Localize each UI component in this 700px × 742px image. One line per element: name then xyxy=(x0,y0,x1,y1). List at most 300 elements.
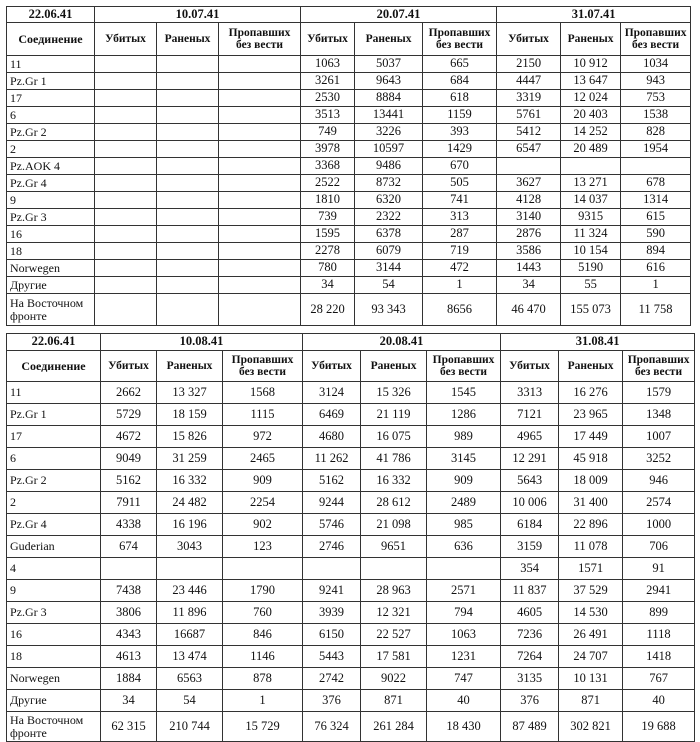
cell-value: 5443 xyxy=(303,646,361,668)
cell-value: 14 037 xyxy=(561,192,621,209)
cell-value: 34 xyxy=(497,277,561,294)
cell-value: 9315 xyxy=(561,209,621,226)
total-value: 155 073 xyxy=(561,294,621,326)
cell-value: 17 449 xyxy=(559,426,623,448)
total-value: 62 315 xyxy=(101,712,157,742)
cell-value: 989 xyxy=(427,426,501,448)
cell-value: 23 965 xyxy=(559,404,623,426)
cell-value: 894 xyxy=(621,243,691,260)
cell-value: 6150 xyxy=(303,624,361,646)
cell-value: 55 xyxy=(561,277,621,294)
unit-name: Pz.Gr 2 xyxy=(7,470,101,492)
cell-value: 1538 xyxy=(621,107,691,124)
cell-value: 2150 xyxy=(497,56,561,73)
cell-value: 287 xyxy=(423,226,497,243)
losses-table-august xyxy=(6,333,695,742)
cell-value xyxy=(95,243,157,260)
cell-value: 618 xyxy=(423,90,497,107)
cell-value xyxy=(219,209,301,226)
cell-value: 2574 xyxy=(623,492,695,514)
cell-value xyxy=(157,90,219,107)
unit-name: 17 xyxy=(7,426,101,448)
unit-name: Pz.AOK 4 xyxy=(7,158,95,175)
cell-value: 472 xyxy=(423,260,497,277)
cell-value: 5037 xyxy=(355,56,423,73)
cell-value: 34 xyxy=(301,277,355,294)
cell-value: 2662 xyxy=(101,382,157,404)
unit-name: 18 xyxy=(7,646,101,668)
cell-value: 91 xyxy=(623,558,695,580)
cell-value: 1115 xyxy=(223,404,303,426)
cell-value: 505 xyxy=(423,175,497,192)
cell-value: 972 xyxy=(223,426,303,448)
cell-value xyxy=(219,124,301,141)
total-value: 87 489 xyxy=(501,712,559,742)
cell-value: 3226 xyxy=(355,124,423,141)
table-row xyxy=(7,90,691,107)
cell-value xyxy=(561,158,621,175)
total-value: 261 284 xyxy=(361,712,427,742)
unit-column-header: Соединение xyxy=(7,351,101,382)
cell-value: 7264 xyxy=(501,646,559,668)
cell-value: 31 400 xyxy=(559,492,623,514)
cell-value: 747 xyxy=(427,668,501,690)
cell-value: 14 252 xyxy=(561,124,621,141)
cell-value: 11 078 xyxy=(559,536,623,558)
cell-value: 678 xyxy=(621,175,691,192)
cell-value: 10 154 xyxy=(561,243,621,260)
cell-value xyxy=(95,226,157,243)
cell-value: 4338 xyxy=(101,514,157,536)
table-row xyxy=(7,448,695,470)
cell-value: 5746 xyxy=(303,514,361,536)
cell-value: 24 707 xyxy=(559,646,623,668)
cell-value: 3043 xyxy=(157,536,223,558)
cell-value: 1007 xyxy=(623,426,695,448)
cell-value: 3368 xyxy=(301,158,355,175)
cell-value: 18 009 xyxy=(559,470,623,492)
cell-value: 2571 xyxy=(427,580,501,602)
cell-value: 1034 xyxy=(621,56,691,73)
cell-value xyxy=(95,124,157,141)
cell-value: 5729 xyxy=(101,404,157,426)
cell-value: 3939 xyxy=(303,602,361,624)
cell-value: 6563 xyxy=(157,668,223,690)
unit-name: 2 xyxy=(7,492,101,514)
cell-value: 40 xyxy=(427,690,501,712)
cell-value xyxy=(219,90,301,107)
group-date: 31.07.41 xyxy=(497,7,691,23)
missing-header: Пропавших без вести xyxy=(423,23,497,56)
cell-value xyxy=(157,209,219,226)
cell-value: 16 276 xyxy=(559,382,623,404)
total-value: 8656 xyxy=(423,294,497,326)
cell-value: 1810 xyxy=(301,192,355,209)
missing-header: Пропавших без вести xyxy=(427,351,501,382)
cell-value: 706 xyxy=(623,536,695,558)
cell-value: 760 xyxy=(223,602,303,624)
cell-value: 871 xyxy=(361,690,427,712)
cell-value xyxy=(219,243,301,260)
cell-value: 123 xyxy=(223,536,303,558)
cell-value: 6547 xyxy=(497,141,561,158)
cell-value: 7236 xyxy=(501,624,559,646)
cell-value: 15 826 xyxy=(157,426,223,448)
cell-value: 13 271 xyxy=(561,175,621,192)
wounded-header: Раненых xyxy=(561,23,621,56)
cell-value: 3252 xyxy=(623,448,695,470)
cell-value: 10597 xyxy=(355,141,423,158)
group-date: 20.07.41 xyxy=(301,7,497,23)
cell-value xyxy=(95,158,157,175)
cell-value: 719 xyxy=(423,243,497,260)
cell-value: 13 474 xyxy=(157,646,223,668)
cell-value: 3145 xyxy=(427,448,501,470)
cell-value: 37 529 xyxy=(559,580,623,602)
table-row xyxy=(7,470,695,492)
cell-value: 3261 xyxy=(301,73,355,90)
cell-value: 899 xyxy=(623,602,695,624)
cell-value: 1286 xyxy=(427,404,501,426)
cell-value: 9244 xyxy=(303,492,361,514)
total-value: 18 430 xyxy=(427,712,501,742)
unit-name: Pz.Gr 3 xyxy=(7,209,95,226)
cell-value: 4613 xyxy=(101,646,157,668)
total-row xyxy=(7,712,695,742)
cell-value: 1063 xyxy=(301,56,355,73)
cell-value: 4680 xyxy=(303,426,361,448)
killed-header: Убитых xyxy=(497,23,561,56)
cell-value: 22 527 xyxy=(361,624,427,646)
cell-value xyxy=(219,107,301,124)
table-row xyxy=(7,158,691,175)
cell-value: 1314 xyxy=(621,192,691,209)
date-start: 22.06.41 xyxy=(7,334,101,351)
cell-value: 946 xyxy=(623,470,695,492)
cell-value: 794 xyxy=(427,602,501,624)
table-row xyxy=(7,492,695,514)
cell-value: 2530 xyxy=(301,90,355,107)
cell-value: 2742 xyxy=(303,668,361,690)
cell-value xyxy=(219,141,301,158)
table-row xyxy=(7,243,691,260)
cell-value: 7911 xyxy=(101,492,157,514)
total-value xyxy=(95,294,157,326)
unit-name: Pz.Gr 3 xyxy=(7,602,101,624)
cell-value: 5190 xyxy=(561,260,621,277)
cell-value: 16 332 xyxy=(361,470,427,492)
cell-value: 12 291 xyxy=(501,448,559,470)
unit-name: 4 xyxy=(7,558,101,580)
cell-value xyxy=(497,158,561,175)
cell-value: 354 xyxy=(501,558,559,580)
unit-name: 17 xyxy=(7,90,95,107)
wounded-header: Раненых xyxy=(355,23,423,56)
cell-value: 1954 xyxy=(621,141,691,158)
cell-value: 14 530 xyxy=(559,602,623,624)
cell-value: 3124 xyxy=(303,382,361,404)
unit-name: 16 xyxy=(7,226,95,243)
cell-value: 4672 xyxy=(101,426,157,448)
cell-value xyxy=(223,558,303,580)
table-row xyxy=(7,426,695,448)
killed-header: Убитых xyxy=(301,23,355,56)
cell-value: 1 xyxy=(223,690,303,712)
cell-value: 376 xyxy=(303,690,361,712)
wounded-header: Раненых xyxy=(559,351,623,382)
total-value: 46 470 xyxy=(497,294,561,326)
cell-value: 24 482 xyxy=(157,492,223,514)
table-row xyxy=(7,175,691,192)
cell-value xyxy=(157,158,219,175)
cell-value: 13441 xyxy=(355,107,423,124)
cell-value: 878 xyxy=(223,668,303,690)
table-row xyxy=(7,404,695,426)
cell-value: 12 024 xyxy=(561,90,621,107)
missing-header: Пропавших без вести xyxy=(621,23,691,56)
cell-value: 767 xyxy=(623,668,695,690)
cell-value: 11 324 xyxy=(561,226,621,243)
cell-value: 6184 xyxy=(501,514,559,536)
cell-value: 1429 xyxy=(423,141,497,158)
cell-value: 670 xyxy=(423,158,497,175)
table-row xyxy=(7,514,695,536)
cell-value: 10 131 xyxy=(559,668,623,690)
cell-value: 3627 xyxy=(497,175,561,192)
cell-value xyxy=(427,558,501,580)
cell-value: 9241 xyxy=(303,580,361,602)
total-value xyxy=(157,294,219,326)
missing-header: Пропавших без вести xyxy=(223,351,303,382)
cell-value: 1348 xyxy=(623,404,695,426)
killed-header: Убитых xyxy=(101,351,157,382)
cell-value: 7438 xyxy=(101,580,157,602)
cell-value: 1571 xyxy=(559,558,623,580)
unit-name: Pz.Gr 4 xyxy=(7,514,101,536)
group-date: 31.08.41 xyxy=(501,334,695,351)
cell-value: 902 xyxy=(223,514,303,536)
cell-value xyxy=(219,260,301,277)
cell-value: 4965 xyxy=(501,426,559,448)
cell-value xyxy=(157,192,219,209)
unit-name: Pz.Gr 1 xyxy=(7,73,95,90)
table-row xyxy=(7,668,695,690)
cell-value: 1579 xyxy=(623,382,695,404)
cell-value: 4343 xyxy=(101,624,157,646)
cell-value: 18 159 xyxy=(157,404,223,426)
cell-value: 11 896 xyxy=(157,602,223,624)
cell-value: 2876 xyxy=(497,226,561,243)
cell-value: 2746 xyxy=(303,536,361,558)
cell-value: 31 259 xyxy=(157,448,223,470)
cell-value: 15 326 xyxy=(361,382,427,404)
unit-column-header: Соединение xyxy=(7,23,95,56)
cell-value: 2322 xyxy=(355,209,423,226)
cell-value xyxy=(157,141,219,158)
total-value: 15 729 xyxy=(223,712,303,742)
group-date: 10.08.41 xyxy=(101,334,303,351)
cell-value: 11 837 xyxy=(501,580,559,602)
cell-value: 9049 xyxy=(101,448,157,470)
table-row xyxy=(7,277,691,294)
cell-value: 590 xyxy=(621,226,691,243)
cell-value xyxy=(157,558,223,580)
group-date: 20.08.41 xyxy=(303,334,501,351)
table-row xyxy=(7,107,691,124)
cell-value xyxy=(95,192,157,209)
cell-value: 684 xyxy=(423,73,497,90)
cell-value xyxy=(157,56,219,73)
cell-value: 1443 xyxy=(497,260,561,277)
killed-header: Убитых xyxy=(501,351,559,382)
table-row xyxy=(7,260,691,277)
cell-value: 10 912 xyxy=(561,56,621,73)
cell-value: 2941 xyxy=(623,580,695,602)
unit-name: Norwegen xyxy=(7,260,95,277)
wounded-header: Раненых xyxy=(361,351,427,382)
cell-value: 7121 xyxy=(501,404,559,426)
cell-value: 12 321 xyxy=(361,602,427,624)
cell-value xyxy=(219,192,301,209)
total-value: 19 688 xyxy=(623,712,695,742)
unit-name: Pz.Gr 1 xyxy=(7,404,101,426)
unit-name: Другие xyxy=(7,690,101,712)
cell-value xyxy=(219,226,301,243)
cell-value: 45 918 xyxy=(559,448,623,470)
total-value: 28 220 xyxy=(301,294,355,326)
unit-name: 6 xyxy=(7,107,95,124)
cell-value: 21 098 xyxy=(361,514,427,536)
cell-value: 20 489 xyxy=(561,141,621,158)
cell-value: 871 xyxy=(559,690,623,712)
cell-value: 22 896 xyxy=(559,514,623,536)
cell-value: 1595 xyxy=(301,226,355,243)
unit-name: 9 xyxy=(7,580,101,602)
cell-value: 376 xyxy=(501,690,559,712)
table-row xyxy=(7,56,691,73)
table-row xyxy=(7,558,695,580)
total-label: На Восточном фронте xyxy=(7,712,101,742)
total-value: 93 343 xyxy=(355,294,423,326)
missing-header: Пропавших без вести xyxy=(219,23,301,56)
table-row xyxy=(7,192,691,209)
cell-value xyxy=(95,73,157,90)
cell-value: 674 xyxy=(101,536,157,558)
cell-value: 10 006 xyxy=(501,492,559,514)
missing-header: Пропавших без вести xyxy=(623,351,695,382)
cell-value: 2465 xyxy=(223,448,303,470)
table-row xyxy=(7,690,695,712)
cell-value xyxy=(219,73,301,90)
table-row xyxy=(7,646,695,668)
cell-value: 665 xyxy=(423,56,497,73)
cell-value: 909 xyxy=(427,470,501,492)
table-row xyxy=(7,209,691,226)
cell-value: 3319 xyxy=(497,90,561,107)
cell-value: 1000 xyxy=(623,514,695,536)
cell-value: 3140 xyxy=(497,209,561,226)
cell-value: 23 446 xyxy=(157,580,223,602)
cell-value: 11 262 xyxy=(303,448,361,470)
wounded-header: Раненых xyxy=(157,23,219,56)
cell-value xyxy=(95,141,157,158)
cell-value xyxy=(157,243,219,260)
cell-value: 4128 xyxy=(497,192,561,209)
cell-value: 3513 xyxy=(301,107,355,124)
unit-name: 18 xyxy=(7,243,95,260)
total-row xyxy=(7,294,691,326)
cell-value: 1063 xyxy=(427,624,501,646)
cell-value: 3313 xyxy=(501,382,559,404)
total-value: 76 324 xyxy=(303,712,361,742)
cell-value: 1 xyxy=(621,277,691,294)
wounded-header: Раненых xyxy=(157,351,223,382)
cell-value: 616 xyxy=(621,260,691,277)
unit-name: Norwegen xyxy=(7,668,101,690)
cell-value xyxy=(219,175,301,192)
cell-value: 3159 xyxy=(501,536,559,558)
table-row xyxy=(7,624,695,646)
cell-value: 3135 xyxy=(501,668,559,690)
cell-value xyxy=(621,158,691,175)
unit-name: 16 xyxy=(7,624,101,646)
cell-value: 1231 xyxy=(427,646,501,668)
killed-header: Убитых xyxy=(95,23,157,56)
cell-value: 1790 xyxy=(223,580,303,602)
cell-value: 21 119 xyxy=(361,404,427,426)
cell-value xyxy=(219,56,301,73)
cell-value: 313 xyxy=(423,209,497,226)
cell-value xyxy=(95,277,157,294)
cell-value: 1146 xyxy=(223,646,303,668)
cell-value: 1118 xyxy=(623,624,695,646)
cell-value: 753 xyxy=(621,90,691,107)
cell-value: 5412 xyxy=(497,124,561,141)
cell-value: 16 075 xyxy=(361,426,427,448)
cell-value xyxy=(219,277,301,294)
cell-value xyxy=(157,107,219,124)
cell-value: 1418 xyxy=(623,646,695,668)
losses-table-july xyxy=(6,6,691,326)
cell-value xyxy=(157,260,219,277)
table-row xyxy=(7,73,691,90)
total-label: На Восточном фронте xyxy=(7,294,95,326)
cell-value: 1 xyxy=(423,277,497,294)
cell-value: 1884 xyxy=(101,668,157,690)
cell-value: 9486 xyxy=(355,158,423,175)
cell-value: 5643 xyxy=(501,470,559,492)
cell-value: 6469 xyxy=(303,404,361,426)
cell-value xyxy=(95,209,157,226)
cell-value xyxy=(219,158,301,175)
cell-value xyxy=(95,107,157,124)
cell-value: 909 xyxy=(223,470,303,492)
cell-value xyxy=(95,260,157,277)
cell-value: 741 xyxy=(423,192,497,209)
cell-value: 5162 xyxy=(101,470,157,492)
cell-value: 3586 xyxy=(497,243,561,260)
cell-value: 34 xyxy=(101,690,157,712)
table-row xyxy=(7,602,695,624)
cell-value: 985 xyxy=(427,514,501,536)
total-value: 302 821 xyxy=(559,712,623,742)
cell-value: 749 xyxy=(301,124,355,141)
cell-value: 13 327 xyxy=(157,382,223,404)
unit-name: Другие xyxy=(7,277,95,294)
cell-value: 40 xyxy=(623,690,695,712)
cell-value: 16 332 xyxy=(157,470,223,492)
cell-value: 9651 xyxy=(361,536,427,558)
